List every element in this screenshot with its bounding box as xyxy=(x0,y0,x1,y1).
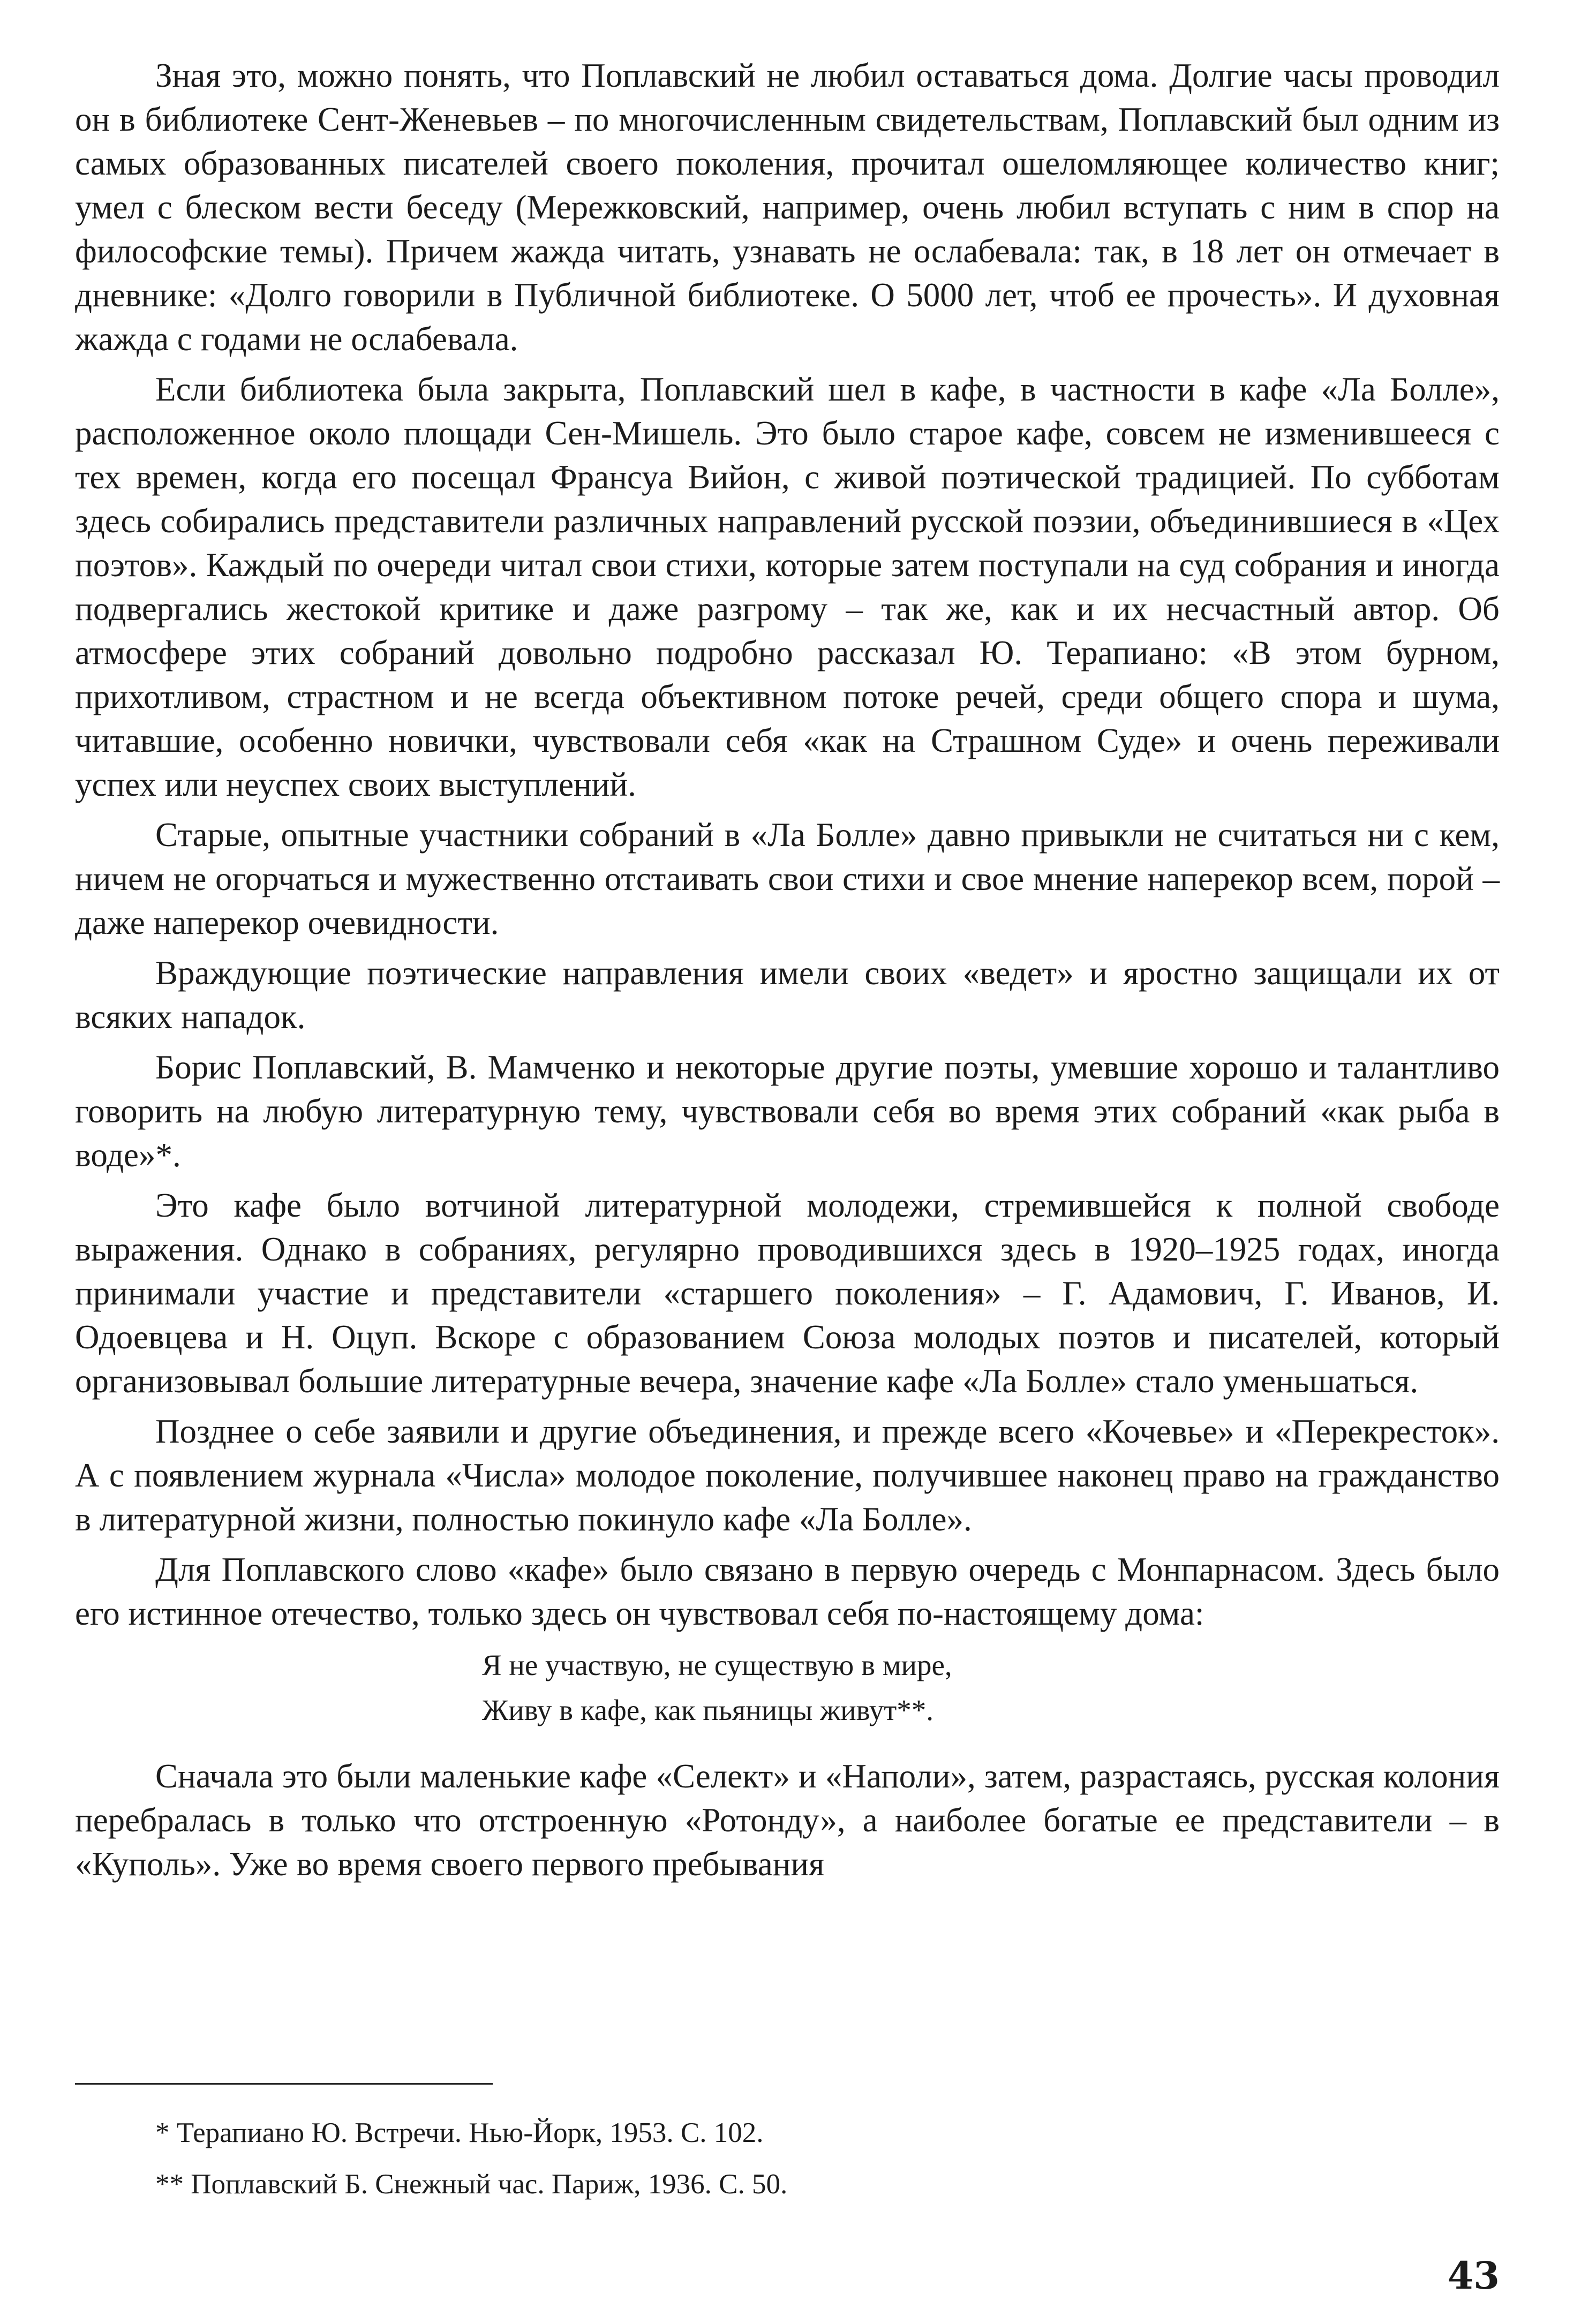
paragraph-1: Зная это, можно понять, что Поплавский не любил оставаться дома. Долгие часы проводил он в библиотеке Сент-Женевьев – по многочисленным свидетельствам, Поплавский был одним из самых образованных писателей своего поколения, прочитал ошеломляющее количество книг; умел с блеском вести беседу (Мережковский, например, очень любил вступать с ним в спор на философские темы). Причем жажда читать, узнавать не ослабевала: так, в 18 лет он отмечает в дневнике: «Долго говорили в Публичной библиотеке. О 5000 лет, чтоб ее прочесть». И духовная жажда с годами не ослабевала. xyxy=(75,57,1500,358)
paragraph-4: Враждующие поэтические направления имели своих «ведет» и яростно защищали их от всяких нападок. xyxy=(75,954,1500,1036)
footnote-2: ** Поплавский Б. Снежный час. Париж, 1936. С. 50. xyxy=(155,2169,788,2200)
page-number: 43 xyxy=(1447,2253,1500,2298)
poem-line-2: Живу в кафе, как пьяницы живут**. xyxy=(482,1694,934,1726)
footnote-1: * Терапиано Ю. Встречи. Нью-Йорк, 1953. С. 102. xyxy=(155,2117,764,2148)
paragraph-3: Старые, опытные участники собраний в «Ла Болле» давно привыкли не считаться ни с кем, ничем не огорчаться и мужественно отстаивать свои стихи и свое мнение наперекор всем, порой – даже наперекор очевидности. xyxy=(75,816,1500,941)
footnotes xyxy=(75,2107,1500,2210)
closing-paragraph: Сначала это были маленькие кафе «Селект» и «Наполи», затем, разрастаясь, русская колония перебралась в только что отстроенную «Ротонду», а наиболее богатые ее представители – в «Куполь». Уже во время своего первого пребывания xyxy=(75,1757,1500,1883)
paragraph-2: Если библиотека была закрыта, Поплавский шел в кафе, в частности в кафе «Ла Болле», расположенное около площади Сен-Мишель. Это было старое кафе, совсем не изменившееся с тех времен, когда его посещал Франсуа Вийон, с живой поэтической традицией. По субботам здесь собирались представители различных направлений русской поэзии, объединившиеся в «Цех поэтов». Каждый по очереди читал свои стихи, которые затем поступали на суд собрания и иногда подвергались жестокой критике и даже разгрому – так же, как и их несчастный автор. Об атмосфере этих собраний довольно подробно рассказал Ю. Терапиано: «В этом бурном, прихотливом, страстном и не всегда объективном потоке речей, среди общего спора и шума, читавшие, особенно новички, чувствовали себя «как на Страшном Суде» и очень переживали успех или неуспех своих выступлений. xyxy=(75,371,1500,803)
footnote-divider xyxy=(75,2083,493,2085)
paragraph-6: Это кафе было вотчиной литературной молодежи, стремившейся к полной свободе выражения. Однако в собраниях, регулярно проводившихся здесь в 1920–1925 годах, иногда принимали участие и представители «старшего поколения» – Г. Адамович, Г. Иванов, И. Одоевцева и Н. Оцуп. Вскоре с образованием Союза молодых поэтов и писателей, который организовывал большие литературные вечера, значение кафе «Ла Болле» стало уменьшаться. xyxy=(75,1187,1500,1400)
poem-line-1: Я не участвую, не существую в мире, xyxy=(482,1649,952,1681)
page-body xyxy=(75,54,1500,1886)
paragraph-5: Борис Поплавский, В. Мамченко и некоторые другие поэты, умевшие хорошо и талантливо говорить на любую литературную тему, чувствовали себя во время этих собраний «как рыба в воде»*. xyxy=(75,1048,1500,1174)
paragraph-8: Для Поплавского слово «кафе» было связано в первую очередь с Монпарнасом. Здесь было его истинное отечество, только здесь он чувствовал себя по-настоящему дома: xyxy=(75,1551,1500,1632)
poem-quote xyxy=(75,1643,1500,1733)
paragraph-7: Позднее о себе заявили и другие объединения, и прежде всего «Кочевье» и «Перекресток». А с появлением журнала «Числа» молодое поколение, получившее наконец право на гражданство в литературной жизни, полностью покинуло кафе «Ла Болле». xyxy=(75,1413,1500,1538)
